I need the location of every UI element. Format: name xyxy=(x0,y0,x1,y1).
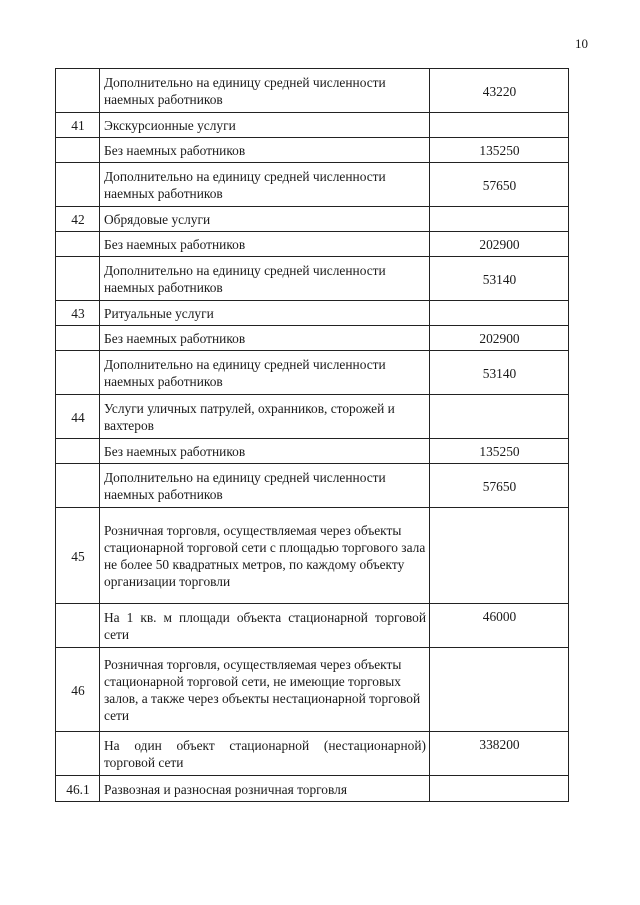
row-number xyxy=(56,257,100,301)
table-row xyxy=(56,776,569,802)
table-row xyxy=(56,113,569,138)
table-row xyxy=(56,257,569,301)
table-row xyxy=(56,648,569,732)
page-number: 10 xyxy=(575,36,588,51)
row-value: 135250 xyxy=(430,138,569,163)
table-row xyxy=(56,69,569,113)
row-description: Розничная торговля, осуществляемая через объекты стационарной торговой сети, не имеющие торговых залов, а также через объекты нестационарной торговой сети xyxy=(100,648,430,732)
row-description: Розничная торговля, осуществляемая через объекты стационарной торговой сети с площадью торгового зала не более 50 квадратных метров, по каждому объекту организации торговли xyxy=(100,508,430,604)
table-row xyxy=(56,138,569,163)
row-description: Без наемных работников xyxy=(100,138,430,163)
row-value xyxy=(430,207,569,232)
table-row xyxy=(56,163,569,207)
row-number: 41 xyxy=(56,113,100,138)
row-value xyxy=(430,113,569,138)
row-value: 57650 xyxy=(430,464,569,508)
row-value xyxy=(430,508,569,604)
row-value: 53140 xyxy=(430,351,569,395)
table-row xyxy=(56,464,569,508)
row-number: 44 xyxy=(56,395,100,439)
row-description: Дополнительно на единицу средней численности наемных работников xyxy=(100,163,430,207)
row-number: 46 xyxy=(56,648,100,732)
row-value: 202900 xyxy=(430,232,569,257)
row-value xyxy=(430,301,569,326)
row-value xyxy=(430,395,569,439)
table-row xyxy=(56,232,569,257)
row-number xyxy=(56,604,100,648)
row-description: Дополнительно на единицу средней численности наемных работников xyxy=(100,257,430,301)
row-value: 53140 xyxy=(430,257,569,301)
row-value xyxy=(430,648,569,732)
row-value: 46000 xyxy=(430,604,569,648)
row-value: 43220 xyxy=(430,69,569,113)
row-value: 57650 xyxy=(430,163,569,207)
row-description: Без наемных работников xyxy=(100,326,430,351)
row-value: 202900 xyxy=(430,326,569,351)
row-number xyxy=(56,232,100,257)
table-row xyxy=(56,326,569,351)
row-number xyxy=(56,138,100,163)
table-row xyxy=(56,395,569,439)
row-number: 42 xyxy=(56,207,100,232)
row-number: 45 xyxy=(56,508,100,604)
table-row xyxy=(56,207,569,232)
table-row xyxy=(56,604,569,648)
row-number xyxy=(56,69,100,113)
row-value xyxy=(430,776,569,802)
row-description: На один объект стационарной (нестационарной) торговой сети xyxy=(100,732,430,776)
row-description: Обрядовые услуги xyxy=(100,207,430,232)
table-row xyxy=(56,439,569,464)
tariff-table xyxy=(55,68,569,802)
row-description: Дополнительно на единицу средней численности наемных работников xyxy=(100,464,430,508)
row-description: Дополнительно на единицу средней численности наемных работников xyxy=(100,69,430,113)
row-number xyxy=(56,163,100,207)
row-number xyxy=(56,351,100,395)
row-number: 46.1 xyxy=(56,776,100,802)
row-value: 135250 xyxy=(430,439,569,464)
row-description: На 1 кв. м площади объекта стационарной торговой сети xyxy=(100,604,430,648)
row-number xyxy=(56,464,100,508)
row-description: Экскурсионные услуги xyxy=(100,113,430,138)
table-row xyxy=(56,732,569,776)
row-number xyxy=(56,439,100,464)
table-row xyxy=(56,508,569,604)
row-number xyxy=(56,326,100,351)
table-row xyxy=(56,351,569,395)
row-description: Услуги уличных патрулей, охранников, сторожей и вахтеров xyxy=(100,395,430,439)
row-number xyxy=(56,732,100,776)
row-value: 338200 xyxy=(430,732,569,776)
row-description: Развозная и разносная розничная торговля xyxy=(100,776,430,802)
row-description: Без наемных работников xyxy=(100,232,430,257)
row-description: Без наемных работников xyxy=(100,439,430,464)
row-number: 43 xyxy=(56,301,100,326)
row-description: Ритуальные услуги xyxy=(100,301,430,326)
table-row xyxy=(56,301,569,326)
row-description: Дополнительно на единицу средней численности наемных работников xyxy=(100,351,430,395)
